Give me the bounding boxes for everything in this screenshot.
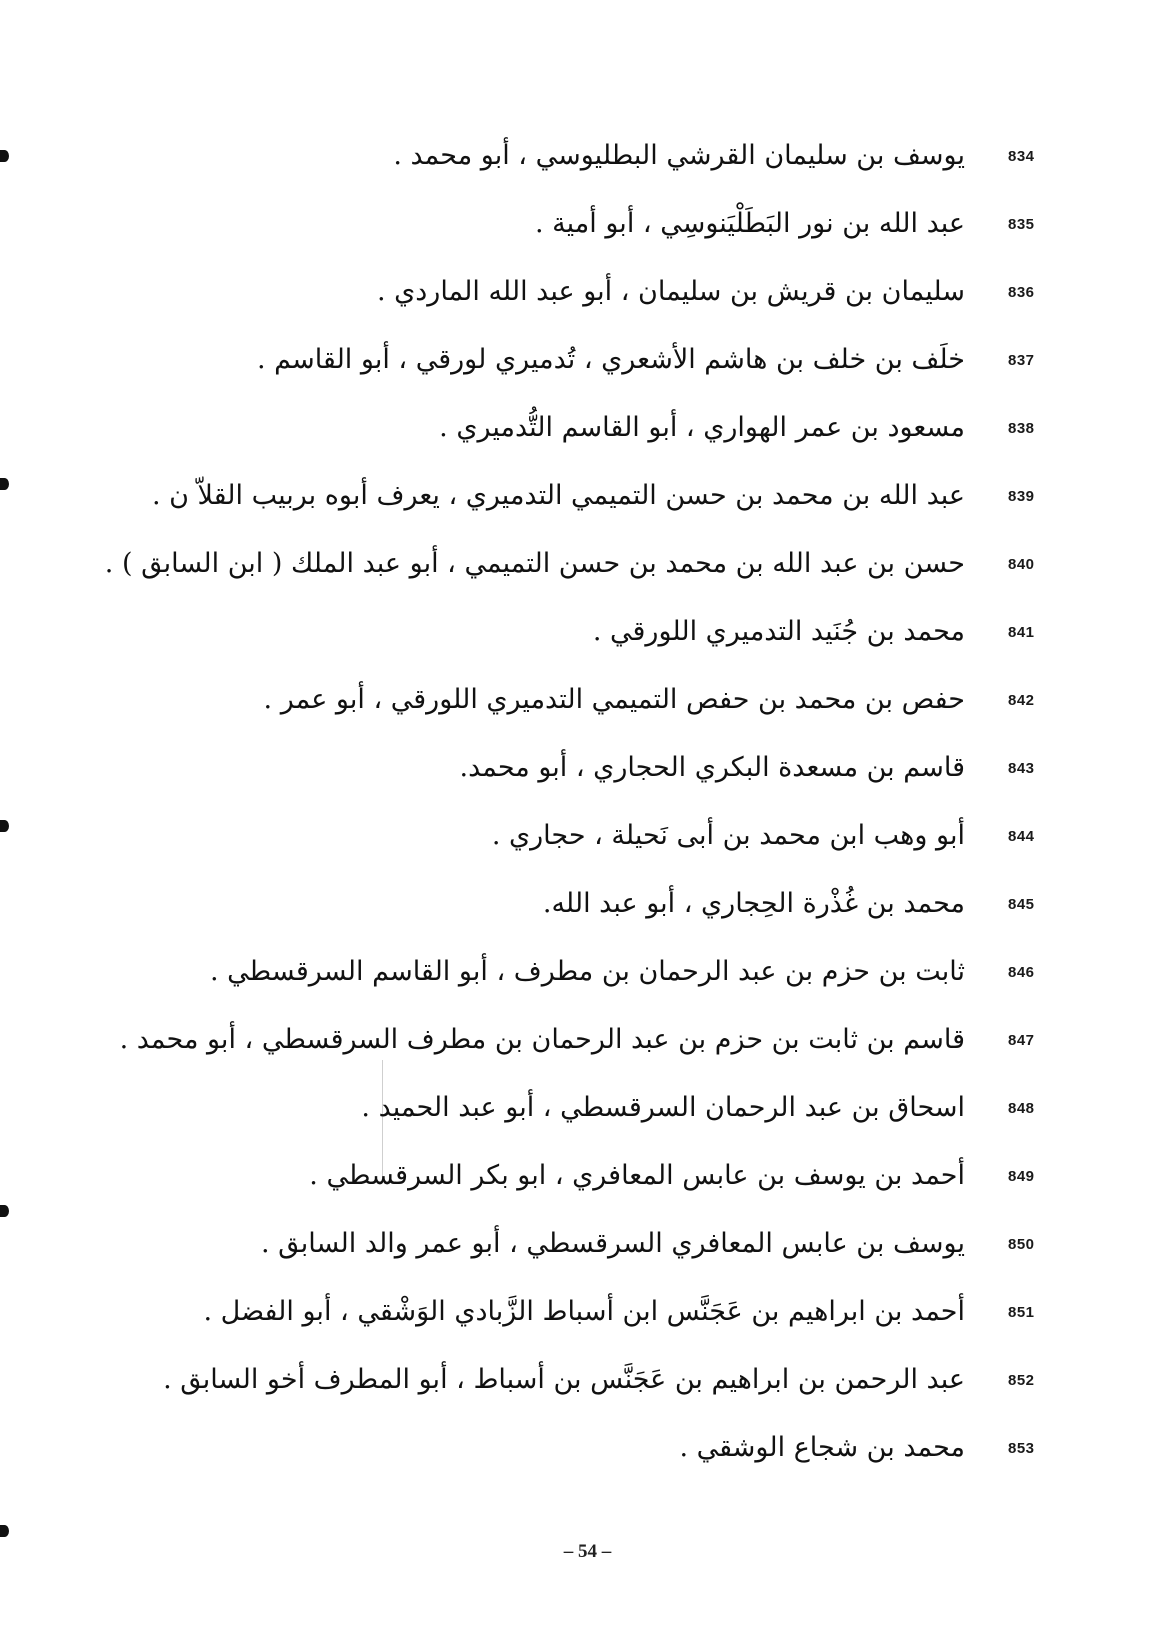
entry-row (0, 270, 1175, 320)
entry-number: 852 (1008, 1372, 1035, 1389)
margin-mark (0, 1205, 9, 1217)
entry-number: 850 (1008, 1236, 1035, 1253)
entry-row (0, 338, 1175, 388)
entry-number: 841 (1008, 624, 1035, 641)
entry-text: قاسم بن مسعدة البكري الحجاري ، أبو محمد. (459, 752, 965, 783)
entry-row (0, 1086, 1175, 1136)
entry-text: عبد الله بن نور البَطَلْيَنوسِي ، أبو أمية . (535, 208, 965, 239)
entry-row (0, 610, 1175, 660)
entry-number: 840 (1008, 556, 1035, 573)
entry-row (0, 1358, 1175, 1408)
entry-text: سليمان بن قريش بن سليمان ، أبو عبد الله الماردي . (376, 276, 965, 307)
entry-number: 842 (1008, 692, 1035, 709)
entry-number: 843 (1008, 760, 1035, 777)
entry-row (0, 950, 1175, 1000)
entry-row (0, 202, 1175, 252)
entry-text: حسن بن عبد الله بن محمد بن حسن التميمي ، أبو عبد الملك ( ابن السابق ) . (104, 548, 965, 579)
entry-number: 844 (1008, 828, 1035, 845)
entry-text: اسحاق بن عبد الرحمان السرقسطي ، أبو عبد الحميد . (361, 1092, 965, 1123)
page-number: – 54 – (563, 1541, 612, 1562)
entry-number: 849 (1008, 1168, 1035, 1185)
entry-row (0, 746, 1175, 796)
entry-row (0, 406, 1175, 456)
entry-text: حفص بن محمد بن حفص التميمي التدميري اللورقي ، أبو عمر . (263, 684, 965, 715)
entry-row (0, 1290, 1175, 1340)
entry-number: 853 (1008, 1440, 1035, 1457)
entry-row (0, 1222, 1175, 1272)
entry-number: 835 (1008, 216, 1035, 233)
entry-number: 851 (1008, 1304, 1035, 1321)
entry-number: 846 (1008, 964, 1035, 981)
entry-row (0, 882, 1175, 932)
entry-number: 838 (1008, 420, 1035, 437)
entry-text: ثابت بن حزم بن عبد الرحمان بن مطرف ، أبو القاسم السرقسطي . (210, 956, 965, 987)
entry-text: عبد الله بن محمد بن حسن التميمي التدميري ، يعرف أبوه بربيب القلاّ ن . (151, 480, 965, 511)
entry-row (0, 814, 1175, 864)
margin-mark (0, 1525, 9, 1537)
entry-number: 836 (1008, 284, 1035, 301)
entry-text: أحمد بن يوسف بن عابس المعافري ، ابو بكر السرقسطي . (309, 1160, 965, 1191)
entry-text: يوسف بن عابس المعافري السرقسطي ، أبو عمر والد السابق . (261, 1228, 965, 1259)
entry-row (0, 542, 1175, 592)
entry-row (0, 474, 1175, 524)
entry-number: 845 (1008, 896, 1035, 913)
entry-text: محمد بن غُذْرة الحِجاري ، أبو عبد الله. (542, 888, 965, 919)
entry-number: 834 (1008, 148, 1035, 165)
entry-text: يوسف بن سليمان القرشي البطليوسي ، أبو محمد . (393, 140, 965, 171)
entry-text: محمد بن شجاع الوشقي . (679, 1432, 965, 1463)
entry-text: أحمد بن ابراهيم بن عَجَنَّس ابن أسباط الزَّبادي الوَشْقي ، أبو الفضل . (203, 1296, 965, 1327)
entry-number: 848 (1008, 1100, 1035, 1117)
entry-number: 847 (1008, 1032, 1035, 1049)
entry-text: عبد الرحمن بن ابراهيم بن عَجَنَّس بن أسباط ، أبو المطرف أخو السابق . (163, 1364, 965, 1395)
entry-number: 839 (1008, 488, 1035, 505)
entry-number: 837 (1008, 352, 1035, 369)
entry-row (0, 1154, 1175, 1204)
entry-text: محمد بن جُنَيد التدميري اللورقي . (592, 616, 965, 647)
entry-row (0, 134, 1175, 184)
entry-text: خلَف بن خلف بن هاشم الأشعري ، تُدميري لورقي ، أبو القاسم . (256, 344, 965, 375)
entry-text: أبو وهب ابن محمد بن أبى نَحيلة ، حجاري . (491, 820, 965, 851)
entry-row (0, 1426, 1175, 1476)
entry-text: قاسم بن ثابت بن حزم بن عبد الرحمان بن مطرف السرقسطي ، أبو محمد . (119, 1024, 965, 1055)
entry-row (0, 678, 1175, 728)
entry-row (0, 1018, 1175, 1068)
entry-text: مسعود بن عمر الهواري ، أبو القاسم التُّدميري . (439, 412, 965, 443)
